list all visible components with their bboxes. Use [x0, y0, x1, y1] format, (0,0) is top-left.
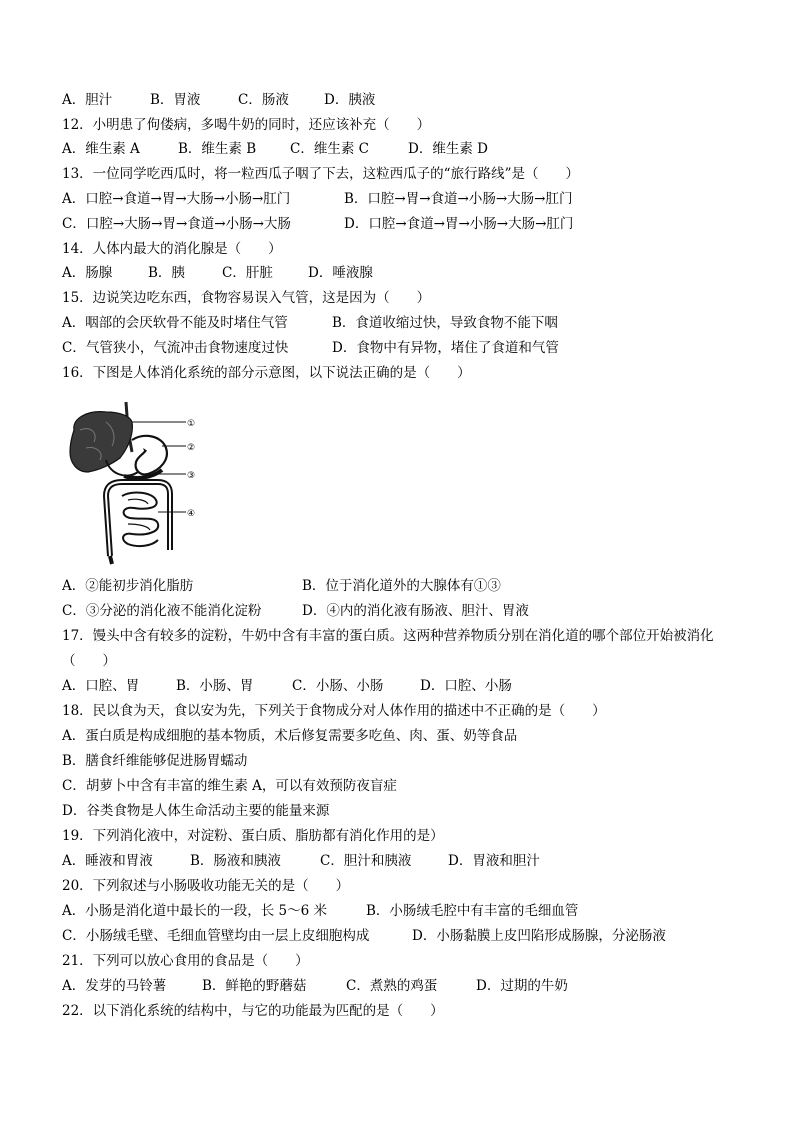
- q21-stem: 21．下列可以放心食用的食品是（ ）: [62, 953, 309, 969]
- q19-option-d: D．胃液和胆汁: [448, 853, 540, 869]
- stomach-shape: [132, 436, 167, 475]
- q17-stem-cont: （ ）: [62, 653, 116, 669]
- q16-option-a: A．②能初步消化脂肪: [62, 578, 194, 594]
- q13-option-a: A．口腔→食道→胃→大肠→小肠→肛门: [62, 191, 291, 207]
- q17-option-b: B．小肠、胃: [176, 678, 254, 694]
- q15-option-d: D．食物中有异物，堵住了食道和气管: [332, 340, 559, 356]
- q14-option-a: A．肠腺: [62, 265, 113, 281]
- q14-stem: 14．人体内最大的消化腺是（ ）: [62, 241, 282, 257]
- q18-option-a: A．蛋白质是构成细胞的基本物质，术后修复需要多吃鱼、肉、蛋、奶等食品: [62, 728, 518, 744]
- q16-option-d: D．④内的消化液有肠液、胆汁、胃液: [302, 603, 529, 619]
- q18-option-c: C．胡萝卜中含有丰富的维生素 A，可以有效预防夜盲症: [62, 778, 397, 794]
- q20-option-a: A．小肠是消化道中最长的一段，长 5～6 米: [62, 903, 328, 919]
- q13-option-d: D．口腔→食道→胃→小肠→大肠→肛门: [344, 216, 574, 232]
- small-intestine-shape: [122, 493, 158, 547]
- q19-option-a: A．睡液和胃液: [62, 853, 153, 869]
- q12-option-d: D．维生素 D: [408, 141, 488, 157]
- figure-label-2: ②: [187, 443, 196, 453]
- rectum-shape: [110, 556, 112, 564]
- figure-label-3: ③: [187, 471, 196, 481]
- q19-stem: 19．下列消化液中，对淀粉、蛋白质、脂肪都有消化作用的是）: [62, 828, 444, 844]
- q20-stem: 20．下列叙述与小肠吸收功能无关的是（ ）: [62, 878, 350, 894]
- q20-option-c: C．小肠绒毛壁、毛细血管壁均由一层上皮细胞构成: [62, 928, 370, 944]
- q12-option-b: B．维生素 B: [178, 141, 257, 157]
- q14-option-b: B．胰: [148, 265, 185, 281]
- q11-option-d: D．胰液: [324, 92, 376, 108]
- q17-stem: 17．馒头中含有较多的淀粉，牛奶中含有丰富的蛋白质。这两种营养物质分别在消化道的哪个部位开始被消化: [62, 628, 714, 644]
- q21-option-a: A．发芽的马铃薯: [62, 978, 167, 994]
- q15-option-c: C．气管狭小，气流冲击食物速度过快: [62, 340, 289, 356]
- q20-option-b: B．小肠绒毛腔中有丰富的毛细血管: [366, 903, 579, 919]
- figure-label-4: ④: [187, 509, 196, 519]
- q17-option-a: A．口腔、胃: [62, 678, 140, 694]
- q11-option-b: B．胃液: [150, 92, 201, 108]
- q16-option-c: C．③分泌的消化液不能消化淀粉: [62, 603, 262, 619]
- q17-option-d: D．口腔、小肠: [420, 678, 512, 694]
- q19-option-b: B．肠液和胰液: [190, 853, 281, 869]
- figure-label-1: ①: [187, 419, 196, 429]
- q15-option-b: B．食道收缩过快，导致食物不能下咽: [332, 315, 558, 331]
- q19-option-c: C．胆汁和胰液: [320, 853, 412, 869]
- q13-option-b: B．口腔→胃→食道→小肠→大肠→肛门: [344, 191, 573, 207]
- q18-option-b: B．膳食纤维能够促进肠胃蠕动: [62, 753, 248, 769]
- q16-stem: 16．下图是人体消化系统的部分示意图，以下说法正确的是（ ）: [62, 365, 471, 381]
- q12-stem: 12．小明患了佝偻病，多喝牛奶的同时，还应该补充（ ）: [62, 117, 431, 133]
- q14-option-c: C．肝脏: [222, 265, 273, 281]
- liver-shape: [70, 412, 132, 472]
- q22-stem: 22．以下消化系统的结构中，与它的功能最为匹配的是（ ）: [62, 1003, 444, 1019]
- q15-stem: 15．边说笑边吃东西，食物容易误入气管，这是因为（ ）: [62, 290, 431, 306]
- q21-option-b: B．鲜艳的野蘑菇: [202, 978, 307, 994]
- small-intestine-folds: [128, 499, 150, 530]
- q14-option-d: D．唾液腺: [308, 265, 373, 281]
- q18-option-d: D．谷类食物是人体生命活动主要的能量来源: [62, 803, 330, 819]
- q11-option-a: A．胆汁: [62, 92, 113, 108]
- q15-option-a: A．咽部的会厌软骨不能及时堵住气管: [62, 315, 288, 331]
- q16-option-b: B．位于消化道外的大腺体有①③: [302, 578, 501, 594]
- q12-option-a: A．维生素 A: [62, 141, 140, 157]
- q17-option-c: C．小肠、小肠: [292, 678, 384, 694]
- q20-option-d: D．小肠黏膜上皮凹陷形成肠腺，分泌肠液: [412, 928, 666, 944]
- q13-stem: 13．一位同学吃西瓜时，将一粒西瓜子咽了下去，这粒西瓜子的“旅行路线”是（ ）: [62, 166, 579, 182]
- q21-option-d: D．过期的牛奶: [476, 978, 568, 994]
- q18-stem: 18．民以食为天，食以安为先，下列关于食物成分对人体作用的描述中不正确的是（ ）: [62, 703, 606, 719]
- q13-option-c: C．口腔→大肠→胃→食道→小肠→大肠: [62, 216, 291, 232]
- digestive-system-diagram: [66, 400, 216, 565]
- q12-option-c: C．维生素 C: [290, 141, 369, 157]
- q21-option-c: C．煮熟的鸡蛋: [346, 978, 438, 994]
- q11-option-c: C．肠液: [238, 92, 289, 108]
